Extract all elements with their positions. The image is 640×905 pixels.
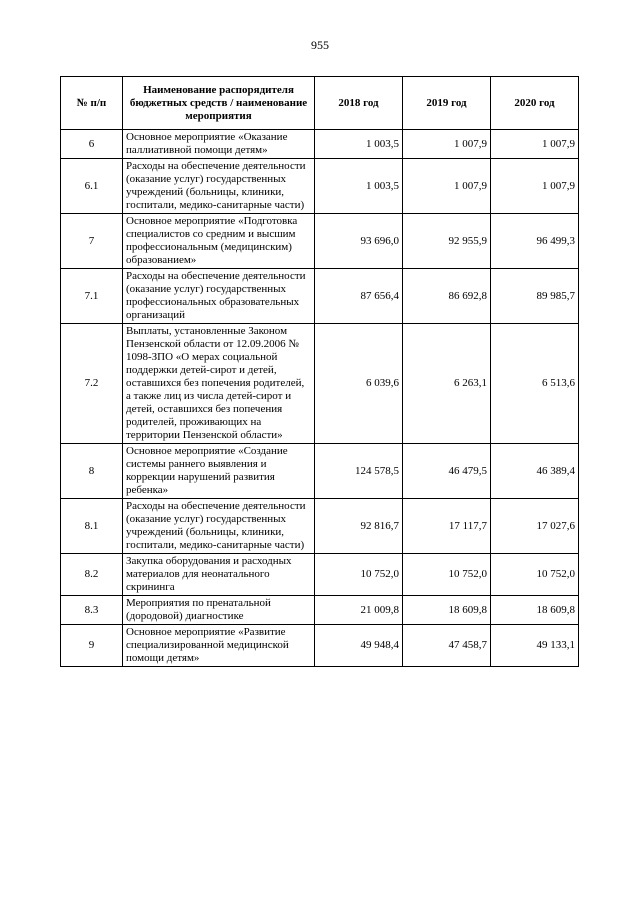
table-row <box>61 269 579 324</box>
table-row <box>61 444 579 499</box>
budget-table <box>60 76 579 667</box>
table-row <box>61 499 579 554</box>
cell-2019: 46 479,5 <box>403 444 491 499</box>
table-row <box>61 130 579 159</box>
cell-2019: 18 609,8 <box>403 596 491 625</box>
cell-name: Закупка оборудования и расходных материалов для неонатального скрининга <box>123 554 315 596</box>
cell-2020: 89 985,7 <box>491 269 579 324</box>
cell-name: Расходы на обеспечение деятельности (оказание услуг) государственных учреждений (больницы, клиники, госпитали, медико-санитарные части) <box>123 499 315 554</box>
cell-2018: 10 752,0 <box>315 554 403 596</box>
cell-name: Выплаты, установленные Законом Пензенской области от 12.09.2006 № 1098-ЗПО «О мерах социальной поддержки детей-сирот и детей, оставшихся без попечения родителей, а также лиц из числа детей-сирот и детей, оставшихся без попечения родителей, проживающих на территории Пензенской области» <box>123 324 315 444</box>
cell-2020: 1 007,9 <box>491 130 579 159</box>
header-2019: 2019 год <box>403 77 491 130</box>
cell-2020: 18 609,8 <box>491 596 579 625</box>
page-number: 955 <box>311 38 329 52</box>
cell-number: 9 <box>61 625 123 667</box>
cell-2019: 17 117,7 <box>403 499 491 554</box>
cell-name: Основное мероприятие «Создание системы раннего выявления и коррекции нарушений развития ребенка» <box>123 444 315 499</box>
cell-2018: 1 003,5 <box>315 130 403 159</box>
cell-2020: 96 499,3 <box>491 214 579 269</box>
header-2018: 2018 год <box>315 77 403 130</box>
cell-number: 8.3 <box>61 596 123 625</box>
cell-2019: 1 007,9 <box>403 159 491 214</box>
cell-2019: 10 752,0 <box>403 554 491 596</box>
table-row <box>61 324 579 444</box>
header-row <box>61 77 579 130</box>
cell-2018: 21 009,8 <box>315 596 403 625</box>
table-row <box>61 214 579 269</box>
cell-number: 8.2 <box>61 554 123 596</box>
cell-number: 8 <box>61 444 123 499</box>
cell-name: Расходы на обеспечение деятельности (оказание услуг) государственных профессиональных образовательных организаций <box>123 269 315 324</box>
cell-2018: 124 578,5 <box>315 444 403 499</box>
table-row <box>61 159 579 214</box>
cell-2018: 93 696,0 <box>315 214 403 269</box>
cell-name: Основное мероприятие «Оказание паллиативной помощи детям» <box>123 130 315 159</box>
header-2020: 2020 год <box>491 77 579 130</box>
cell-2020: 46 389,4 <box>491 444 579 499</box>
cell-2018: 1 003,5 <box>315 159 403 214</box>
cell-2020: 6 513,6 <box>491 324 579 444</box>
cell-number: 7.2 <box>61 324 123 444</box>
cell-2019: 6 263,1 <box>403 324 491 444</box>
cell-2018: 6 039,6 <box>315 324 403 444</box>
cell-name: Расходы на обеспечение деятельности (оказание услуг) государственных учреждений (больницы, клиники, госпитали, медико-санитарные части) <box>123 159 315 214</box>
cell-number: 7 <box>61 214 123 269</box>
cell-name: Мероприятия по пренатальной (дородовой) диагностике <box>123 596 315 625</box>
table-row <box>61 596 579 625</box>
header-name: Наименование распорядителя бюджетных средств / наименование мероприятия <box>123 77 315 130</box>
cell-number: 6.1 <box>61 159 123 214</box>
cell-2020: 10 752,0 <box>491 554 579 596</box>
cell-2019: 86 692,8 <box>403 269 491 324</box>
cell-name: Основное мероприятие «Подготовка специалистов со средним и высшим профессиональным (медицинским) образованием» <box>123 214 315 269</box>
cell-2019: 1 007,9 <box>403 130 491 159</box>
header-num: № п/п <box>61 77 123 130</box>
cell-number: 6 <box>61 130 123 159</box>
cell-2018: 92 816,7 <box>315 499 403 554</box>
cell-number: 7.1 <box>61 269 123 324</box>
cell-number: 8.1 <box>61 499 123 554</box>
cell-name: Основное мероприятие «Развитие специализированной медицинской помощи детям» <box>123 625 315 667</box>
table-row <box>61 554 579 596</box>
cell-2020: 1 007,9 <box>491 159 579 214</box>
cell-2018: 49 948,4 <box>315 625 403 667</box>
cell-2019: 92 955,9 <box>403 214 491 269</box>
cell-2020: 49 133,1 <box>491 625 579 667</box>
table-row <box>61 625 579 667</box>
cell-2020: 17 027,6 <box>491 499 579 554</box>
cell-2019: 47 458,7 <box>403 625 491 667</box>
cell-2018: 87 656,4 <box>315 269 403 324</box>
